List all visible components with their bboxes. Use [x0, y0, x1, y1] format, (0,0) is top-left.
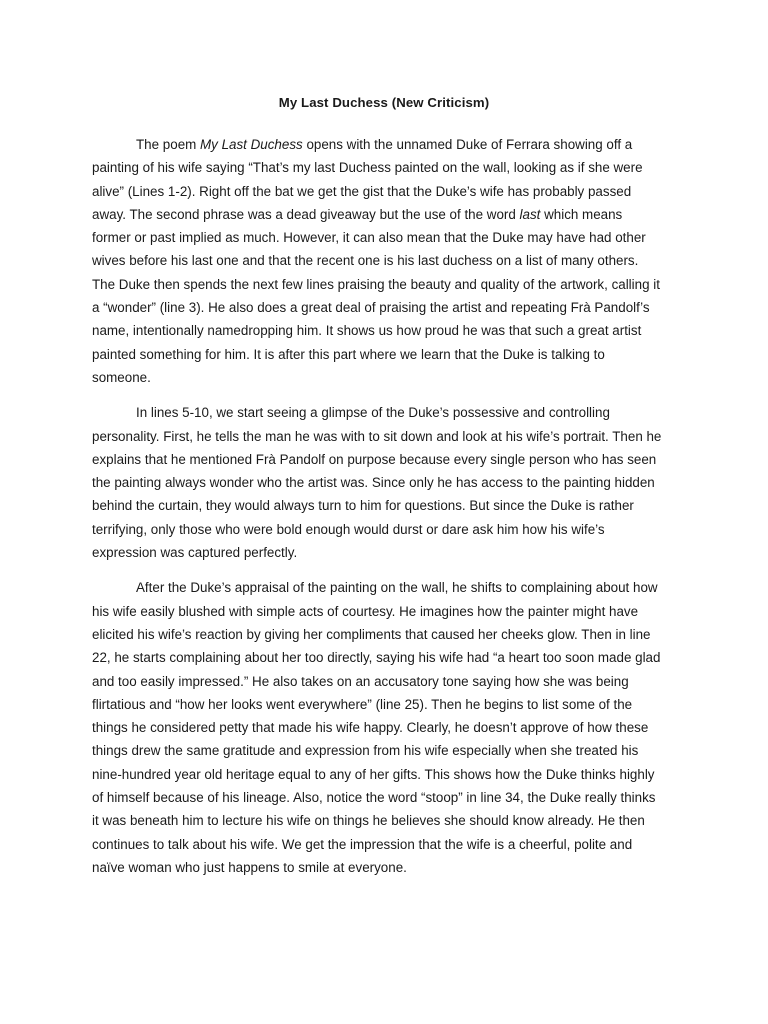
- text-line: [92, 494, 692, 517]
- text-segment: The poem: [136, 137, 201, 152]
- text-segment: things drew the same gratitude and expression from his wife especially when she treated his: [92, 743, 639, 759]
- text-segment: behind the curtain, they would always turn to him for questions. But since the Duke is rather: [92, 498, 634, 514]
- text-segment: the painting always wonder who the artist was. Since only he has access to the painting hidden: [92, 475, 655, 491]
- text-segment: it was beneath him to lecture his wife on things he believes she should know already. He then: [92, 813, 645, 829]
- text-segment: personality. First, he tells the man he was with to sit down and look at his wife’s portrait. Then he: [92, 428, 662, 444]
- text-segment: someone.: [92, 369, 151, 385]
- text-segment: terrifying, only those who were bold enough would durst or dare ask him how his wife’s: [92, 521, 605, 537]
- text-line: [92, 448, 692, 471]
- italic-text: My Last Duchess: [200, 137, 303, 152]
- text-segment: and too easily impressed.” He also takes on an accusatory tone saying how she was being: [92, 673, 629, 689]
- text-segment: expression was captured perfectly.: [92, 545, 298, 561]
- text-line: [92, 471, 692, 494]
- text-line: [92, 133, 692, 156]
- text-line: [92, 739, 692, 762]
- text-line: [92, 763, 692, 786]
- text-segment: alive” (Lines 1-2). Right off the bat we get the gist that the Duke’s wife has probably passed: [92, 183, 632, 199]
- text-segment: former or past implied as much. However, it can also mean that the Duke may have had other: [92, 230, 646, 246]
- text-line: [92, 670, 692, 693]
- text-line: [92, 226, 692, 249]
- text-segment: nine-hundred year old heritage equal to any of her gifts. This shows how the Duke thinks highly: [92, 766, 655, 782]
- italic-text: last: [519, 206, 541, 222]
- text-segment: name, intentionally namedropping him. It shows us how proud he was that such a great artist: [92, 323, 642, 339]
- text-segment: of himself because of his lineage. Also, notice the word “stoop” in line 34, the Duke really thinks: [92, 790, 656, 806]
- text-segment: a “wonder” (line 3). He also does a great deal of praising the artist and repeating Frà Pandolf’s: [92, 300, 650, 316]
- text-segment: painted something for him. It is after this part where we learn that the Duke is talking to: [92, 346, 605, 362]
- text-segment: continues to talk about his wife. We get the impression that the wife is a cheerful, polite and: [92, 836, 633, 852]
- text-line: [92, 156, 692, 179]
- text-segment: elicited his wife’s reaction by giving her compliments that caused her cheeks glow. Then in line: [92, 626, 651, 642]
- document-body: [92, 133, 692, 891]
- text-line: [92, 343, 692, 366]
- text-segment: things he considered petty that made his wife happy. Clearly, he doesn’t approve of how these: [92, 720, 649, 736]
- text-segment: naïve woman who just happens to smile at everyone.: [92, 859, 407, 875]
- paragraph: [92, 401, 692, 564]
- text-line: [92, 646, 692, 669]
- text-segment: wives before his last one and that the recent one is his last duchess on a list of many others.: [92, 253, 639, 269]
- text-line: [92, 180, 692, 203]
- text-segment: which means: [540, 206, 623, 222]
- text-line: [92, 401, 692, 424]
- text-line: [92, 273, 692, 296]
- paragraph: [92, 576, 692, 879]
- text-segment: The Duke then spends the next few lines praising the beauty and quality of the artwork, calling it: [92, 276, 660, 292]
- text-segment: away. The second phrase was a dead giveaway but the use of the word: [92, 206, 520, 222]
- text-segment: flirtatious and “how her looks went everywhere” (line 25). Then he begins to list some of the: [92, 696, 633, 712]
- text-line: [92, 319, 692, 342]
- text-line: [92, 541, 692, 564]
- text-line: [92, 833, 692, 856]
- text-line: [92, 809, 692, 832]
- text-line: [92, 518, 692, 541]
- text-segment: opens with the unnamed Duke of Ferrara showing off a: [302, 137, 633, 152]
- text-segment: In lines 5-10, we start seeing a glimpse of the Duke’s possessive and controlling: [136, 405, 610, 421]
- text-line: [92, 693, 692, 716]
- text-line: [92, 203, 692, 226]
- text-segment: painting of his wife saying “That’s my last Duchess painted on the wall, looking as if she were: [92, 160, 643, 176]
- text-line: [92, 366, 692, 389]
- text-line: [92, 716, 692, 739]
- text-line: [92, 600, 692, 623]
- text-line: [92, 576, 692, 599]
- text-segment: After the Duke’s appraisal of the painting on the wall, he shifts to complaining about how: [136, 580, 658, 596]
- text-line: [92, 249, 692, 272]
- text-segment: his wife easily blushed with simple acts of courtesy. He imagines how the painter might have: [92, 603, 639, 619]
- paragraph: [92, 133, 692, 389]
- text-segment: 22, he starts complaining about her too directly, saying his wife had “a heart too soon made glad: [92, 650, 661, 666]
- text-line: [92, 623, 692, 646]
- text-line: [92, 425, 692, 448]
- text-line: [92, 786, 692, 809]
- document-title: My Last Duchess (New Criticism): [278, 95, 490, 110]
- text-segment: explains that he mentioned Frà Pandolf on purpose because every single person who has seen: [92, 451, 657, 467]
- text-line: [92, 296, 692, 319]
- text-line: [92, 856, 692, 879]
